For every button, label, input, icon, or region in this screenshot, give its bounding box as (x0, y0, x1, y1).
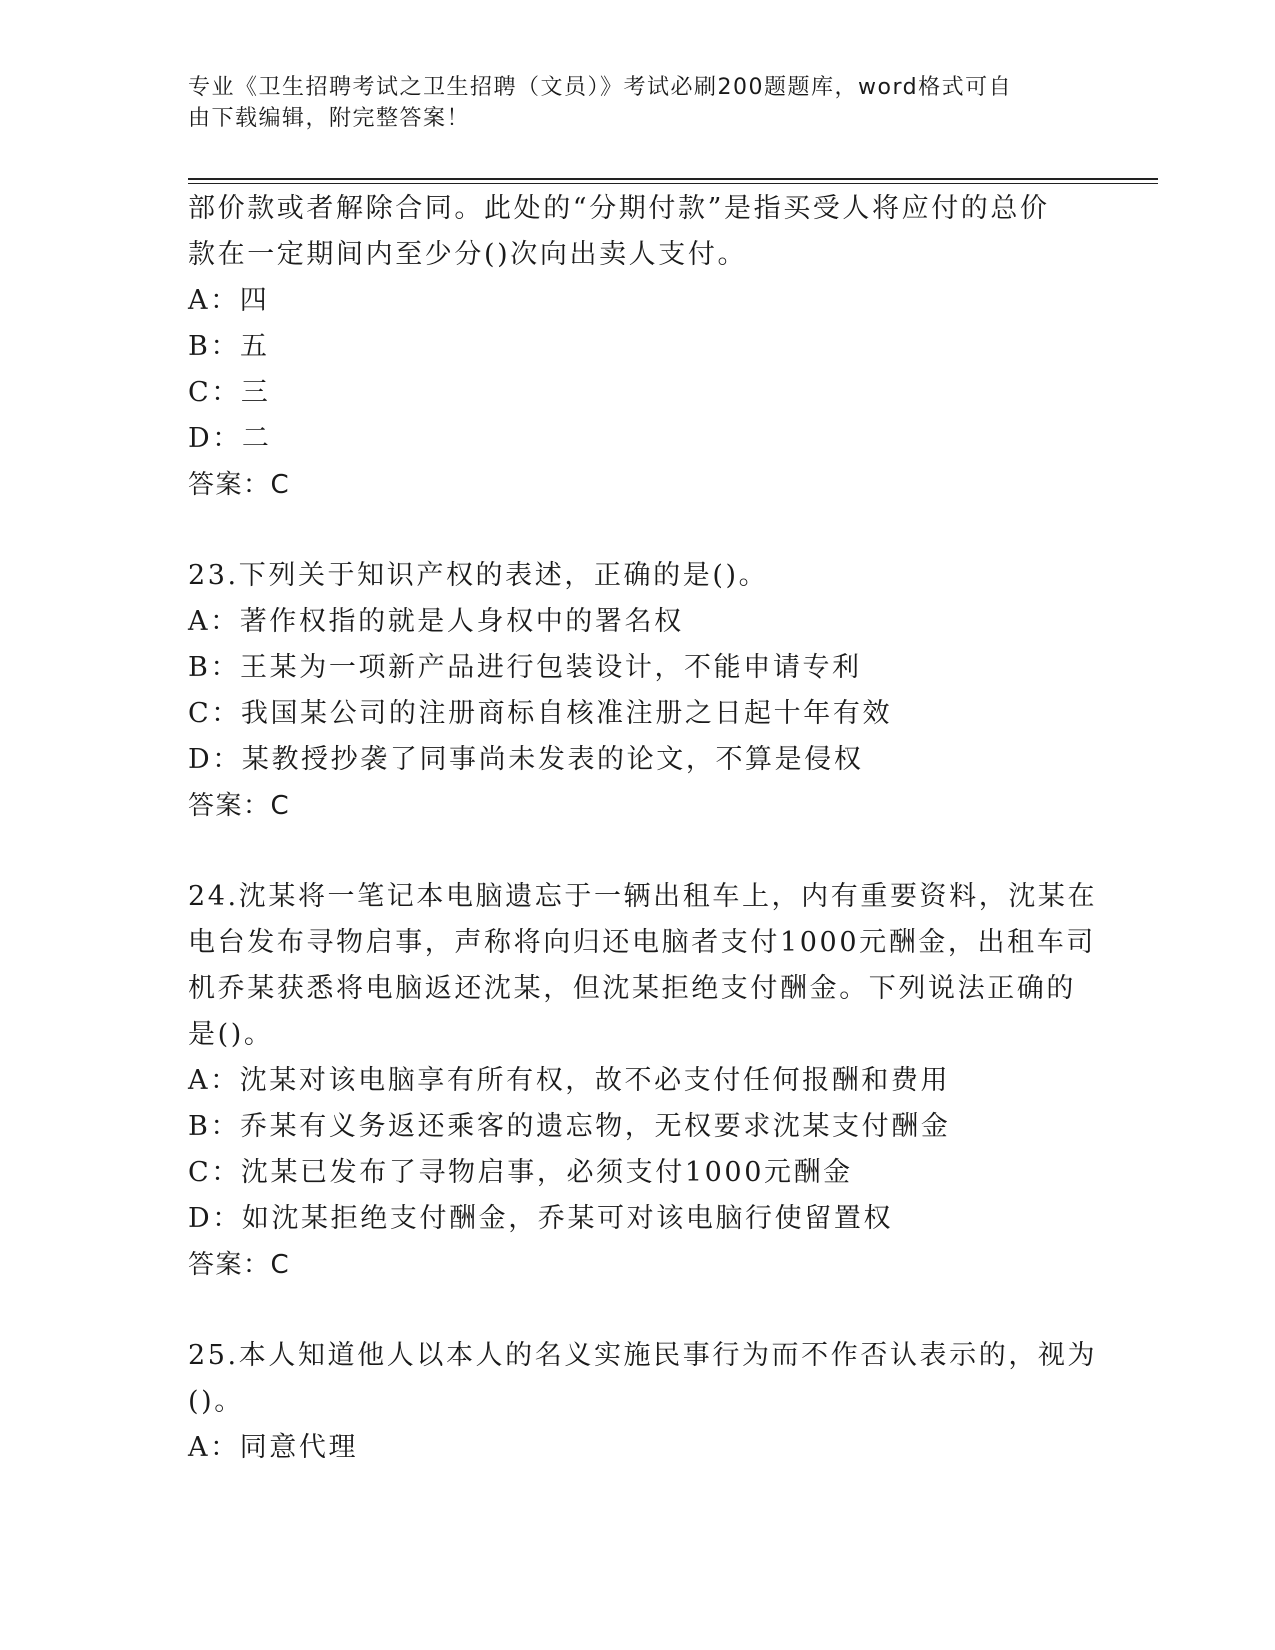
question-24 (188, 874, 1098, 1288)
answer-line: 答案：C (188, 1250, 291, 1280)
option-a: A：同意代理 (188, 1432, 359, 1463)
option-d: D：某教授抄袭了同事尚未发表的论文，不算是侵权 (188, 744, 864, 775)
question-spacer (188, 508, 1088, 553)
question-spacer (188, 1288, 1088, 1333)
option-d: D：二 (188, 423, 272, 454)
option-c: C：沈某已发布了寻物启事，必须支付1000元酬金 (188, 1157, 853, 1188)
option-a: A：著作权指的就是人身权中的署名权 (188, 606, 684, 637)
question-stem-line: 款在一定期间内至少分()次向出卖人支付。 (188, 239, 748, 270)
question-stem-line: 是()。 (188, 1019, 274, 1050)
question-25 (188, 1333, 1098, 1471)
option-c: C：我国某公司的注册商标自核准注册之日起十年有效 (188, 698, 893, 729)
document-header (188, 72, 1068, 134)
option-b: B：王某为一项新产品进行包装设计，不能申请专利 (188, 652, 862, 683)
answer-line: 答案：C (188, 791, 291, 821)
option-b: B：乔某有义务返还乘客的遗忘物，无权要求沈某支付酬金 (188, 1111, 951, 1142)
option-c: C：三 (188, 377, 271, 408)
question-stem-line: 部价款或者解除合同。此处的“分期付款”是指买受人将应付的总价 (188, 193, 1050, 224)
question-stem-line: 机乔某获悉将电脑返还沈某，但沈某拒绝支付酬金。下列说法正确的 (188, 973, 1076, 1004)
answer-line: 答案：C (188, 470, 291, 500)
question-22 (188, 186, 1088, 508)
question-stem-line: 24.沈某将一笔记本电脑遗忘于一辆出租车上，内有重要资料，沈某在 (188, 881, 1098, 912)
header-title-line-2: 由下载编辑，附完整答案！ (188, 106, 471, 131)
question-list (188, 186, 1098, 1471)
question-stem-line: ()。 (188, 1386, 244, 1417)
header-divider (188, 178, 1158, 184)
question-stem-line: 25.本人知道他人以本人的名义实施民事行为而不作否认表示的，视为 (188, 1340, 1098, 1371)
question-stem-line: 电台发布寻物启事，声称将向归还电脑者支付1000元酬金，出租车司 (188, 927, 1096, 958)
header-title-line-1: 专业《卫生招聘考试之卫生招聘（文员）》考试必刷200题题库，word格式可自 (188, 75, 1013, 100)
question-spacer (188, 829, 1088, 874)
option-a: A：四 (188, 285, 270, 316)
question-23 (188, 553, 1088, 829)
question-stem-line: 23.下列关于知识产权的表述，正确的是()。 (188, 560, 769, 591)
option-b: B：五 (188, 331, 270, 362)
option-d: D：如沈某拒绝支付酬金，乔某可对该电脑行使留置权 (188, 1203, 894, 1234)
option-a: A：沈某对该电脑享有所有权，故不必支付任何报酬和费用 (188, 1065, 951, 1096)
